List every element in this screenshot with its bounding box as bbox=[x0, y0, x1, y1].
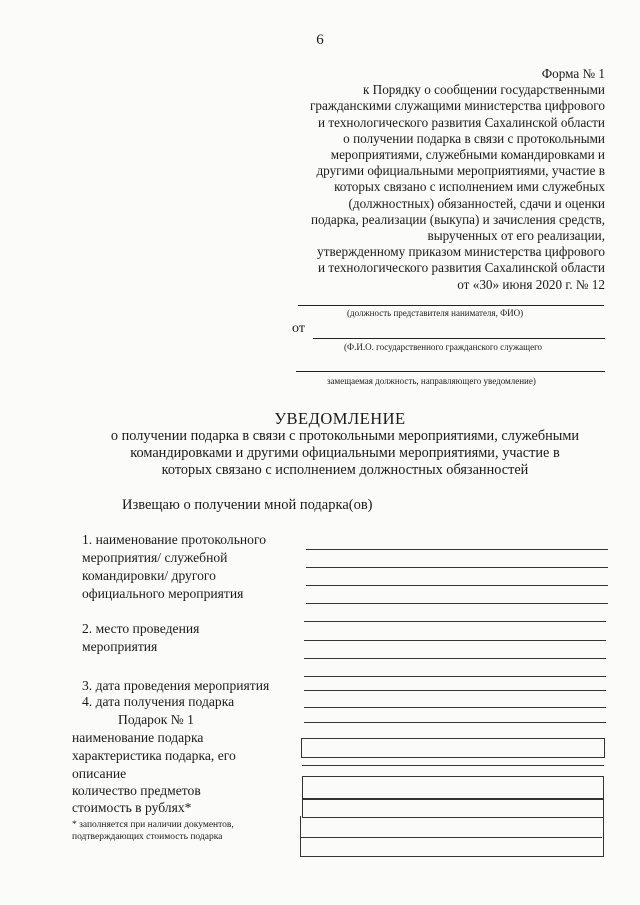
header-line: которых связано с исполнением ими служебных bbox=[334, 179, 605, 195]
event-name-field[interactable] bbox=[306, 603, 608, 604]
cost-footnote: * заполняется при наличии документов, подтверждающих стоимость подарка bbox=[72, 820, 234, 842]
gift-description-label: характеристика подарка, его описание bbox=[72, 748, 236, 781]
event-place-field[interactable] bbox=[304, 640, 606, 641]
sender-caption: (Ф.И.О. государственного гражданского служащего bbox=[344, 342, 543, 352]
event-name-label: 1. наименование протокольного мероприятия/ служебной командировки/ другого официального мероприятия bbox=[82, 532, 267, 601]
notify-statement: Извещаю о получении мной подарка(ов) bbox=[122, 497, 373, 513]
gift-received-date-label: 4. дата получения подарка bbox=[82, 694, 235, 709]
form-header-block bbox=[305, 66, 605, 293]
gift-extra-box[interactable] bbox=[300, 816, 604, 857]
gift-count-field[interactable] bbox=[302, 776, 604, 800]
sender-name-line[interactable] bbox=[313, 338, 605, 339]
gift-cost-field[interactable] bbox=[302, 798, 604, 818]
sender-position-caption: замещаемая должность, направляющего уведомление) bbox=[327, 376, 536, 386]
header-line: Форма № 1 bbox=[541, 66, 605, 81]
gift-name-field[interactable] bbox=[301, 738, 605, 758]
gift-heading-field[interactable] bbox=[304, 722, 606, 723]
header-line: вырученных от его реализации, bbox=[427, 228, 605, 244]
gift-received-date-field[interactable] bbox=[304, 707, 606, 708]
header-line: мероприятиями, служебными командировками и bbox=[330, 147, 605, 163]
event-date-label: 3. дата проведения мероприятия bbox=[82, 678, 270, 693]
event-name-field[interactable] bbox=[306, 585, 608, 586]
header-line: гражданскими служащими министерства цифрового bbox=[310, 98, 605, 114]
gift-cost-label: стоимость в рублях* bbox=[72, 800, 192, 815]
from-label: от bbox=[292, 321, 305, 336]
header-line: о получении подарка в связи с протокольными bbox=[343, 130, 605, 146]
gift-heading: Подарок № 1 bbox=[118, 712, 194, 727]
document-subtitle bbox=[60, 428, 630, 479]
event-date-field[interactable] bbox=[304, 690, 606, 691]
header-line: и технологического развития Сахалинской области bbox=[318, 114, 605, 130]
header-line: (должностных) обязанностей, сдачи и оценки bbox=[348, 195, 605, 211]
header-line: утвержденному приказом министерства цифрового bbox=[317, 244, 605, 260]
gift-name-label: наименование подарка bbox=[72, 730, 204, 745]
event-date-field[interactable] bbox=[304, 676, 606, 677]
recipient-caption: (должность представителя нанимателя, ФИО) bbox=[347, 308, 524, 318]
event-name-field[interactable] bbox=[306, 567, 608, 568]
subtitle-line: которых связано с исполнением должностных обязанностей bbox=[161, 462, 529, 478]
event-place-label: 2. место проведения мероприятия bbox=[82, 621, 200, 654]
document-title: УВЕДОМЛЕНИЕ bbox=[274, 409, 406, 428]
event-place-field[interactable] bbox=[304, 658, 606, 659]
event-name-field[interactable] bbox=[306, 549, 608, 550]
page-number: 6 bbox=[316, 32, 324, 48]
gift-count-label: количество предметов bbox=[72, 783, 201, 798]
header-line: к Порядку о сообщении государственными bbox=[362, 82, 605, 98]
header-line: другими официальными мероприятиями, участие в bbox=[316, 163, 605, 179]
recipient-line[interactable] bbox=[298, 305, 604, 306]
header-line: от «30» июня 2020 г. № 12 bbox=[457, 276, 605, 292]
subtitle-line: о получении подарка в связи с протокольными мероприятиями, служебными bbox=[110, 428, 580, 444]
header-line: и технологического развития Сахалинской области bbox=[318, 260, 605, 276]
header-line: подарка, реализации (выкупа) и зачисления средств, bbox=[310, 211, 605, 227]
event-place-field[interactable] bbox=[304, 621, 606, 622]
subtitle-line: командировками и другими официальными мероприятиями, участие в bbox=[130, 445, 560, 461]
gift-description-field[interactable] bbox=[302, 765, 604, 766]
sender-position-line[interactable] bbox=[296, 371, 605, 372]
